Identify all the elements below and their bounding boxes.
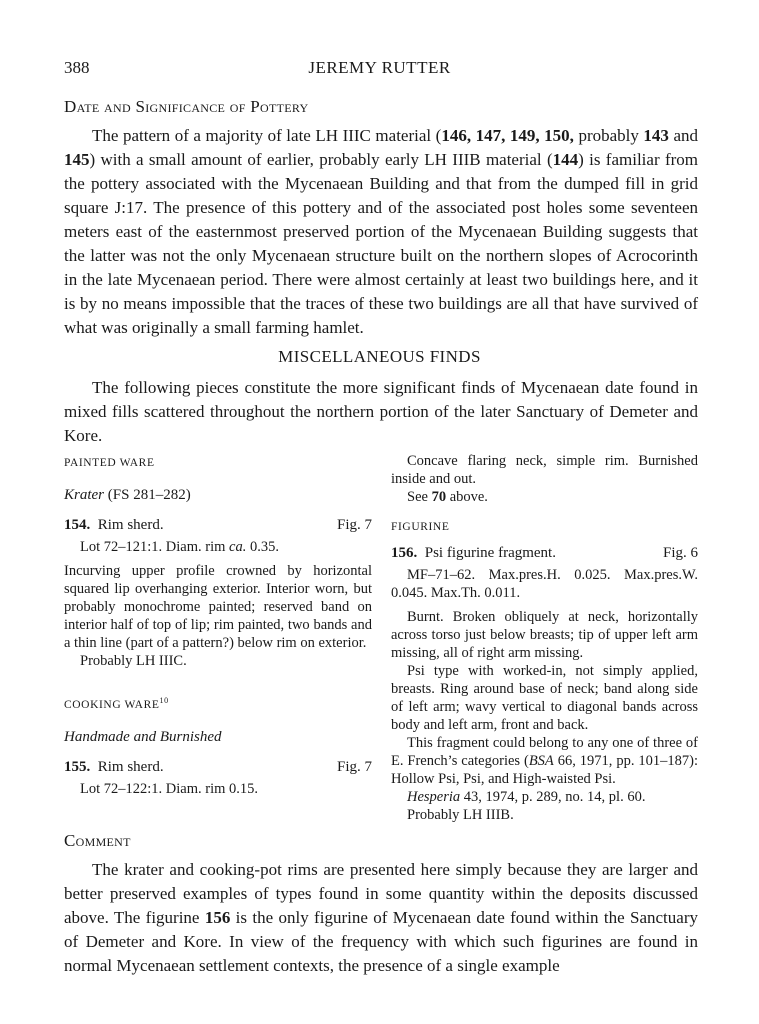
section-heading-comment: Comment: [64, 831, 131, 850]
entry-155-title: 155. Rim sherd. Fig. 7: [64, 758, 372, 775]
entry-156-categories: This fragment could belong to any one of three of E. French’s categories (BSA 66, 1971, pp. 101–187): Hollow Psi, Psi, and High-waisted Psi.: [391, 735, 698, 787]
section-heading-date: Date and Significance of Pottery: [64, 97, 309, 116]
entry-155-continued: Concave flaring neck, simple rim. Burnished inside and out.: [391, 453, 698, 487]
entry-156-description: Psi type with worked-in, not simply applied, breasts. Ring around base of neck; band along side of left arm; wavy vertical to diagonal bands across body and left arm, front and back.: [391, 663, 698, 733]
entry-154-date: Probably LH IIIC.: [80, 653, 187, 669]
entry-154-title: 154. Rim sherd. Fig. 7: [64, 517, 372, 533]
fig-ref: Fig. 7: [336, 758, 372, 775]
category-figurine: FIGURINE: [391, 521, 450, 533]
entry-156-condition: Burnt. Broken obliquely at neck, horizontally across torso just below breasts; tip of upper left arm missing, all of right arm missing.: [391, 609, 698, 661]
subtype-handmade: Handmade and Burnished: [64, 728, 222, 745]
entry-154-lot: Lot 72–121:1. Diam. rim ca. 0.35.: [80, 539, 279, 555]
section-heading-misc: MISCELLANEOUS FINDS: [278, 347, 481, 366]
fig-ref: Fig. 6: [662, 545, 698, 561]
body-paragraph-intro: The following pieces constitute the more significant finds of Mycenaean date found in mixed fills scattered throughout the northern portion of the later Sanctuary of Demeter and Kore.: [64, 378, 698, 445]
left-column: [64, 454, 372, 798]
body-paragraph-comment: The krater and cooking-pot rims are presented here simply because they are larger and better preserved examples of types found in some quantity within the deposits discussed above. The figurine 156 is the only figurine of Mycenaean date found within the Sanctuary of Demeter and Kore. In view of the frequency with which such figurines are found in normal Mycenaean settlement contexts, the presence of a single example: [64, 860, 698, 975]
category-cooking-ware: COOKING WARE$^{10}$: [64, 696, 169, 711]
entry-156-title: 156. Psi figurine fragment. Fig. 6: [391, 545, 698, 561]
running-title: JEREMY RUTTER: [308, 58, 451, 77]
entry-154-description: Incurving upper profile crowned by horizontal squared lip overhanging exterior. Interior worn, but probably monochrome painted; reserved band on interior half of top of lip; rim painted, two bands and a thin line (part of a pattern?) below rim on exterior.: [64, 563, 372, 651]
page-number: 388: [64, 58, 90, 77]
entry-155-lot: Lot 72–122:1. Diam. rim 0.15.: [80, 780, 259, 797]
subtype-krater: Krater (FS 281–282): [64, 487, 191, 503]
entry-156-date: Probably LH IIIB.: [407, 807, 514, 823]
right-column: [391, 452, 698, 824]
entry-156-reference: Hesperia 43, 1974, p. 289, no. 14, pl. 60.: [407, 789, 646, 805]
entry-155-see: See 70 above.: [407, 489, 488, 505]
fig-ref: Fig. 7: [336, 517, 372, 533]
category-painted-ware: PAINTED WARE: [64, 457, 155, 469]
body-paragraph-1: The pattern of a majority of late LH IIIC material (146, 147, 149, 150, probably 143 and 145) with a small amount of earlier, probably early LH IIIB material (144) is familiar from the pottery associated with the Mycenaean Building and that from the dumped fill in grid square J:17. The presence of this pottery and of the associated post holes some seventeen meters east of the easternmost preserved portion of the Mycenaean Building suggests that the latter was not the only Mycenaean structure built on the northern slopes of Acrocorinth in the late Mycenaean period. There were almost certainly at least two buildings here, and it is by no means impossible that the traces of these two buildings are all that have survived of what was originally a small farming hamlet.: [64, 126, 699, 337]
entry-156-measurements: MF–71–62. Max.pres.H. 0.025. Max.pres.W. 0.045. Max.Th. 0.011.: [391, 567, 698, 601]
